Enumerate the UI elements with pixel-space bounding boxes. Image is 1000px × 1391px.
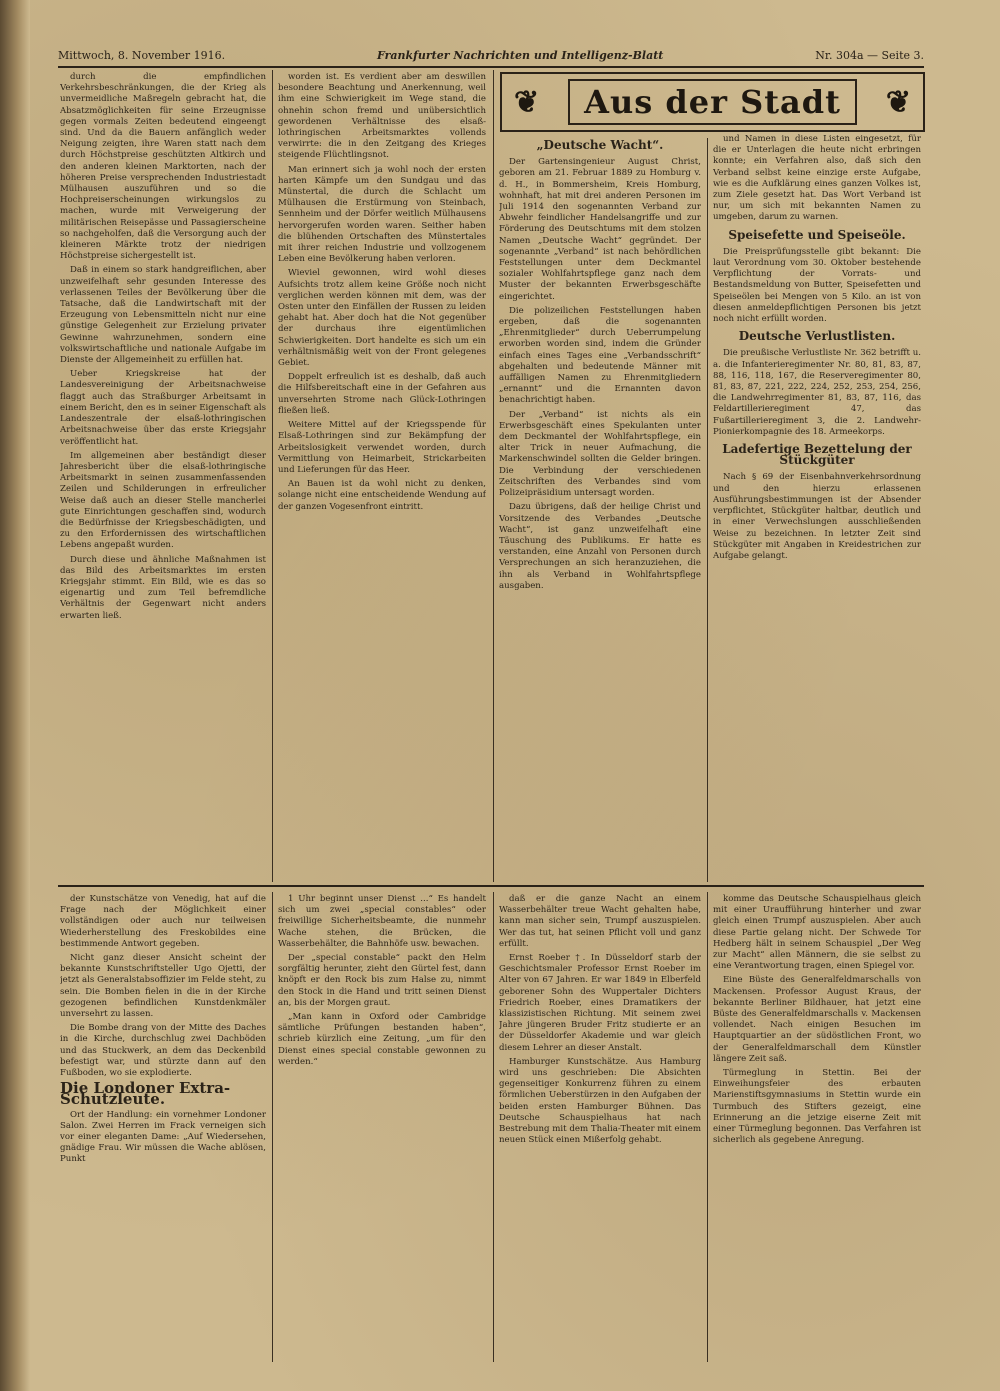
paragraph: Durch diese und ähnliche Maßnahmen ist das Bild des Arbeitsmarktes im ersten Kriegsjahr stimmt. Ein Bild, wie es das so eigenartig und zum Teil befremdliche Verhältnis der Gegenwart nicht anders erwarten ließ. (60, 554, 266, 621)
column-rule (707, 138, 708, 882)
paragraph: Die preußische Verlustliste Nr. 362 betrifft u. a. die Infanterieregimenter Nr. 80, 81, 83, 87, 88, 116, 118, 167, die Reserveregimenter 80, 81, 83, 87, 221, 222, 224, 252, 253, 254, 256, die Landwehrregimenter 81, 83, 87, 116, das Feldartillerieregiment 47, das Fußartillerieregiment 3, die 2. Landwehr-Pionierkompagnie des 18. Armeekorps. (713, 348, 921, 437)
lower-column-1 (60, 894, 266, 1362)
paragraph: Der „special constable“ packt den Helm sorgfältig herunter, zieht den Gürtel fest, dann knöpft er den Rock bis zum Halse zu, nimmt den Stock in die Hand und tritt seinen Dienst an, bis der Morgen graut. (278, 953, 486, 1008)
paragraph: Der Gartensingenieur August Christ, geboren am 21. Februar 1889 zu Homburg v. d. H., in Bommersheim, Kreis Homburg, wohnhaft, hat mit drei anderen Personen im Juli 1914 den sogenannten Verband zur Abwehr feindlicher Handelsangriffe und zur Förderung des Deutschtums mit dem stolzen Namen „Deutsche Wacht“ gegründet. Der sogenannte „Verband“ ist nach behördlichen Feststellungen unter dem Deckmantel sozialer Wohlfahrtspflege ganz nach dem Muster der bekannten Erwerbsgeschäfte eingerichtet. (499, 157, 701, 302)
paragraph: Ort der Handlung: ein vornehmer Londoner Salon. Zwei Herren im Frack verneigen sich vor einer eleganten Dame: „Auf Wiedersehen, gnädige Frau. Wir müssen die Wache ablösen, Punkt (60, 1109, 266, 1165)
lower-column-2 (278, 894, 486, 1362)
column-rule (493, 70, 494, 882)
paragraph: Im allgemeinen aber beständigt dieser Jahresbericht über die elsaß-lothringische Arbeitsmarkt in seinen zusammenfassenden Zeilen und Schilderungen in erfreulicher Weise daß auch an dieser Stelle mancherlei gute Einrichtungen geschaffen sind, wodurch die Bedürfnisse der Kriegsbeschädigten, und zu den Erfordernissen des wirtschaftlichen Lebens angepaßt wurden. (60, 450, 266, 551)
article-column-1 (60, 72, 266, 882)
paragraph: „Man kann in Oxford oder Cambridge sämtliche Prüfungen bestanden haben“, schrieb kürzlich eine Zeitung, „um für den Dienst eines special constable gewonnen zu werden.“ (278, 1012, 486, 1067)
paragraph: An Bauen ist da wohl nicht zu denken, solange nicht eine entscheidende Wendung auf der ganzen Vogesenfront eintritt. (278, 479, 486, 512)
paragraph: Daß in einem so stark handgreiflichen, aber unzweifelhaft sehr gesunden Interesse des verlassenen Teiles der Bevölkerung über die Tatsache, daß die Landwirtschaft mit der Erzeugung von Lebensmitteln nicht nur eine günstige Gelegenheit zur Erzielung privater Gewinne wahrzunehmen, sondern eine volkswirtschaftliche und nationale Aufgabe im Dienste der Allgemeinheit zu erfüllen hat. (60, 265, 266, 366)
paragraph: Weitere Mittel auf der Kriegsspende für Elsaß-Lothringen sind zur Bekämpfung der Arbeitslosigkeit verwendet worden, durch Vermittlung von Heimarbeit, Strickarbeiten und Lieferungen für das Heer. (278, 420, 486, 475)
page-header (58, 44, 924, 68)
paragraph: Dazu übrigens, daß der heilige Christ und Vorsitzende des Verbandes „Deutsche Wacht“, ist ganz unzweifelhaft eine Täuschung des Publikums. Er hatte es verstanden, eine Anzahl von Personen durch Versprechungen an sich heranzuziehen, die ihn als Verband in Wohlfahrtspflege ausgaben. (499, 502, 701, 591)
heading-stueckgueter: Ladefertige Bezettelung der Stückgüter (722, 442, 912, 468)
column-rule (707, 892, 708, 1362)
page-binding-edge (0, 0, 30, 1391)
column-rule (493, 892, 494, 1362)
article-deutsche-wacht (499, 134, 701, 882)
paragraph: Die polizeilichen Feststellungen haben ergeben, daß die sogenannten „Ehrenmitglieder“ durch Ueberrumpelung erworben worden sind, indem die Gründer einfach eines Tages eine „Verbandsschrift“ abgehalten und bedeutende Männer mit auffälligen Namen zu Ehrenmitgliedern „ernannt“ und die Ernannten davon benachrichtigt haben. (499, 305, 701, 406)
section-banner (500, 72, 925, 132)
section-title: Aus der Stadt (568, 79, 857, 125)
ornament-left-icon: ❦ (514, 84, 540, 120)
header-masthead: Frankfurter Nachrichten und Intelligenz-Blatt (377, 48, 664, 62)
article-heading: „Deutsche Wacht“. (536, 138, 664, 152)
lower-column-3 (499, 894, 701, 1362)
paragraph: Ueber Kriegskreise hat der Landesvereinigung der Arbeitsnachweise flaggt auch das Straßburger Arbeitsamt in einem Bericht, den es in seiner Eigenschaft als Landeszentrale der elsaß-lothringischen Arbeitsnachweise über das erste Kriegsjahr veröffentlicht hat. (60, 369, 266, 447)
paragraph: durch die empfindlichen Verkehrsbeschränkungen, die der Krieg als unvermeidliche Maßregeln gebracht hat, die Absatzmöglichkeiten für seine Erzeugnisse gegen vormals Zeiten bedeutend eingeengt sind. Und da die Bauern anfänglich weder Neigung zeigten, ihre Waren statt nach dem durch Höchstpreise geschützten Altkirch und den anderen kleinen Marktorten, nach der höheren Preise versprechenden Industriestadt Mülhausen auszuführen und so die Hochpreiserscheinungen wirkungslos zu machen, wurde mit Verweigerung der militärischen Reisepässe und Passagierscheine so nachgeholfen, daß die Versorgung auch der kleineren Märkte trotz der niedrigen Höchstpreise sichergestellt ist. (60, 72, 266, 262)
paragraph: daß er die ganze Nacht an einem Wasserbehälter treue Wacht gehalten habe, kann man sicher sein, Trumpf auszuspielen. Wer das tut, hat seinen Pflicht voll und ganz erfüllt. (499, 894, 701, 949)
paragraph: Doppelt erfreulich ist es deshalb, daß auch die Hilfsbereitschaft eine in der Gefahren aus unversehrten Strome nach Glück-Lothringen fließen ließ. (278, 372, 486, 416)
article-column-4 (713, 134, 921, 882)
header-date: Mittwoch, 8. November 1916. (58, 48, 226, 62)
paragraph: 1 Uhr beginnt unser Dienst ...“ Es handelt sich um zwei „special constables“ oder freiwillige Sicherheitsbeamte, die nunmehr Wache stehen, die Brücken, die Wasserbehälter, die Bahnhöfe usw. bewachen. (278, 894, 486, 949)
paragraph: Der „Verband“ ist nichts als ein Erwerbsgeschäft eines Spekulanten unter dem Deckmantel der Wohlfahrtspflege, ein alter Trick in neuer Aufmachung, die Markenschwindel sollten die Gelder bringen. Die Verbindung der verschiedenen Zeitschriften des Verbandes sind vom Polizeipräsidium untersagt worden. (499, 409, 701, 499)
paragraph: Türmeglung in Stettin. Bei der Einweihungsfeier des erbauten Marienstiftsgymnasiums in Stettin wurde ein Turmbuch des Stifters gezeigt, eine Erinnerung an die jetzige eiserne Zeit mit einer Türmeglung begonnen. Das Verfahren ist sicherlich als gegebene Anregung. (713, 1068, 921, 1146)
paragraph: Eine Büste des Generalfeldmarschalls von Mackensen. Professor August Kraus, der bekannte Berliner Bildhauer, hat jetzt eine Büste des Generalfeldmarschalls v. Mackensen vollendet. Nach einigen Besuchen im Hauptquartier an der südöstlichen Front, wo der Generalfeldmarschall dem Künstler längere Zeit saß. (713, 975, 921, 1064)
heading-verlustlisten: Deutsche Verlustlisten. (738, 329, 896, 344)
paragraph: Nach § 69 der Eisenbahnverkehrsordnung und den hierzu erlassenen Ausführungsbestimmungen ist der Absender verpflichtet, Stückgüter haltbar, deutlich und in einer Verwechslungen ausschließenden Weise zu bezeichnen. In letzter Zeit sind Stückgüter mit Angaben in Kreidestrichen zur Aufgabe gelangt. (713, 472, 921, 561)
column-rule (272, 892, 273, 1362)
header-page-number: Nr. 304a — Seite 3. (815, 48, 924, 62)
paragraph: Ernst Roeber †. In Düsseldorf starb der Geschichtsmaler Professor Ernst Roeber im Alter von 67 Jahren. Er war 1849 in Elberfeld geborener Sohn des Wuppertaler Dichters Friedrich Roeber, eines Dramatikers der klassizistischen Richtung. Mit seinem zwei Jahre jüngeren Bruder Fritz studierte er an der Düsseldorfer Akademie und war gleich diesem Lehrer an dieser Anstalt. (499, 953, 701, 1053)
paragraph: Hamburger Kunstschätze. Aus Hamburg wird uns geschrieben: Die Absichten gegenseitiger Konkurrenz führen zu einem förmlichen Ueberstürzen in den Aufgaben der beiden ersten Hamburger Bühnen. Das Deutsche Schauspielhaus hat nach Bestrebung mit dem Thalia-Theater mit einem neuen Stück einen Mißerfolg gehabt. (499, 1056, 701, 1146)
paragraph: Man erinnert sich ja wohl noch der ersten harten Kämpfe um den Sundgau und das Münstertal, die durch die Schlacht um Mülhausen die Erstürmung von Steinbach, Sennheim und der Dörfer weitlich Mülhausens hervorgerufen worden waren. Seither haben die blühenden Ortschaften des Münstertales mit ihrer reichen Industrie und vollzogenem Leben eine Bevölkerung haben verloren. (278, 164, 486, 265)
heading-speisefette: Speisefette und Speiseöle. (728, 227, 906, 242)
paragraph: Nicht ganz dieser Ansicht scheint der bekannte Kunstschriftsteller Ugo Ojetti, der jetzt als Generalstabsoffizier im Felde steht, zu sein. Die Bomben fielen in die in der Kirche gezogenen befindlichen Kunstdenkmäler unversehrt zu lassen. (60, 953, 266, 1020)
paragraph: komme das Deutsche Schauspielhaus gleich mit einer Uraufführung hinterher und zwar gleich einen Trumpf auszuspielen. Aber auch diese Partie gelang nicht. Der Schwede Tor Hedberg hält in seinem Schauspiel „Der Weg zur Macht“ allen Männern, die sie selbst zu eine Verantwortung tragen, einen Spiegel vor. (713, 894, 921, 972)
paragraph: worden ist. Es verdient aber am deswillen besondere Beachtung und Anerkennung, weil ihm eine Schwierigkeit im Wege stand, die ohnehin schon fremd und unübersichtlich gewordenen Verhältnisse des elsaß-lothringischen Arbeitsmarktes vollends verwirrte: die in den Zeitgang des Krieges steigende Flüchtlingsnot. (278, 72, 486, 161)
heading-londoner-schutzleute: Die Londoner Extra-Schutzleute. (60, 1079, 231, 1109)
paragraph: und Namen in diese Listen eingesetzt, für die er Unterlagen die heute nicht erbringen konnte; ein Verfahren also, daß sich den Verband selbst keine einzige erste Aufgabe, wie es die Aufklärung eines ganzen Volkes ist, zum Ziele gesetzt hat. Das Wort Verband ist nur, um sich mit bekannten Namen zu umgeben, darum zu warnen. (713, 134, 921, 223)
paragraph: Die Bombe drang von der Mitte des Daches in die Kirche, durchschlug zwei Dachböden und das Stuckwerk, an dem das Deckenbild befestigt war, und stürzte dann auf den Fußboden, wo sie explodierte. (60, 1023, 266, 1079)
lower-column-4 (713, 894, 921, 1362)
column-rule (272, 70, 273, 882)
ornament-right-icon: ❦ (885, 84, 911, 120)
paragraph: Die Preisprüfungsstelle gibt bekannt: Die laut Verordnung vom 30. Oktober bestehende Verpflichtung der Vorrats- und Bestandsmeldung von Butter, Speisefetten und Speiseölen bei Mengen von 5 Kilo. an ist von diesen anmeldepflichtigen Personen bis jetzt noch nicht erfüllt worden. (713, 246, 921, 325)
paragraph: Wieviel gewonnen, wird wohl dieses Aufsichts trotz allem keine Größe noch nicht verglichen werden können mit dem, was der Osten unter den Einfällen der Russen zu leiden gehabt hat. Aber doch hat die Not gegenüber der durchaus ihre eigentümlichen Schwierigkeiten. Dort handelte es sich um ein verhältnismäßig weit von der Front gelegenes Gebiet. (278, 268, 486, 369)
section-divider (58, 885, 924, 887)
paragraph: der Kunstschätze von Venedig, hat auf die Frage nach der Möglichkeit einer vollständigen oder auch nur teilweisen Wiederherstellung des Freskobildes eine bestimmende Antwort gegeben. (60, 894, 266, 949)
article-column-2 (278, 72, 486, 882)
